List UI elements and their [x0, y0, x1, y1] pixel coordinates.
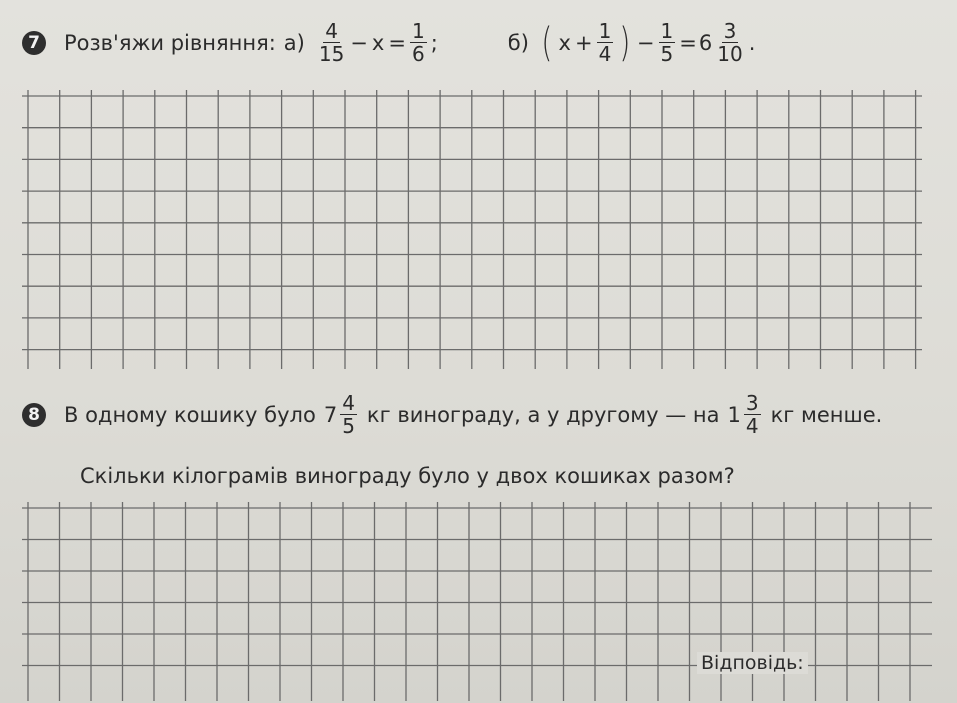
plus-sign: + [574, 30, 593, 55]
minus-sign: − [636, 30, 655, 55]
semicolon: ; [430, 30, 438, 55]
fraction-denominator: 4 [598, 42, 612, 66]
fraction-numerator: 3 [723, 19, 737, 43]
fraction-numerator: 1 [598, 19, 612, 43]
fraction-1-6 [410, 20, 427, 65]
open-paren: ( [541, 19, 553, 66]
equals-sign: = [388, 30, 406, 55]
fraction-denominator: 6 [411, 42, 425, 66]
answer-grid-task-8[interactable] [0, 500, 957, 703]
mixed-whole: 6 [698, 30, 713, 55]
task-8-number: 8 [22, 403, 46, 427]
fraction-3-4 [744, 392, 761, 437]
task-7-number: 7 [22, 31, 46, 55]
fraction-numerator: 1 [411, 19, 425, 43]
mixed-whole: 7 [323, 402, 338, 427]
fraction-numerator: 4 [325, 19, 338, 43]
fraction-denominator: 10 [717, 42, 743, 66]
task-8-question: Скільки кілограмів винограду було у двох кошиках разом? [80, 464, 735, 488]
task-8-text-1: В одному кошику було [64, 402, 316, 427]
mixed-whole: 1 [727, 402, 741, 427]
fraction-numerator: 4 [342, 391, 355, 415]
fraction-numerator: 3 [745, 391, 759, 415]
fraction-1-5 [659, 20, 676, 65]
task-8-question-row [80, 464, 735, 488]
answer-label: Відповідь: [697, 652, 808, 674]
fraction-denominator: 5 [342, 414, 355, 438]
fraction-denominator: 5 [660, 42, 674, 66]
part-a-label: а) [283, 30, 305, 55]
task-8-text-3: кг менше. [770, 402, 883, 427]
period: . [748, 30, 756, 55]
variable-x: x [558, 30, 571, 55]
close-paren: ) [619, 19, 631, 66]
task-8-text-2: кг винограду, а у другому — на [366, 402, 720, 427]
fraction-denominator: 15 [318, 42, 345, 66]
task-7-row [22, 20, 757, 65]
task-7-intro: Розв'яжи рівняння: [64, 30, 276, 55]
fraction-numerator: 1 [660, 19, 674, 43]
fraction-1-4 [597, 20, 614, 65]
task-8-row [22, 392, 882, 437]
part-b-label: б) [507, 30, 529, 55]
fraction-3-10 [715, 20, 744, 65]
fraction-4-5 [340, 392, 357, 437]
equals-sign: = [679, 30, 697, 55]
minus-sign: − [350, 30, 368, 55]
fraction-denominator: 4 [745, 414, 759, 438]
fraction-4-15 [317, 20, 346, 65]
answer-grid-task-7[interactable] [0, 88, 957, 378]
variable-x: x [371, 30, 385, 55]
